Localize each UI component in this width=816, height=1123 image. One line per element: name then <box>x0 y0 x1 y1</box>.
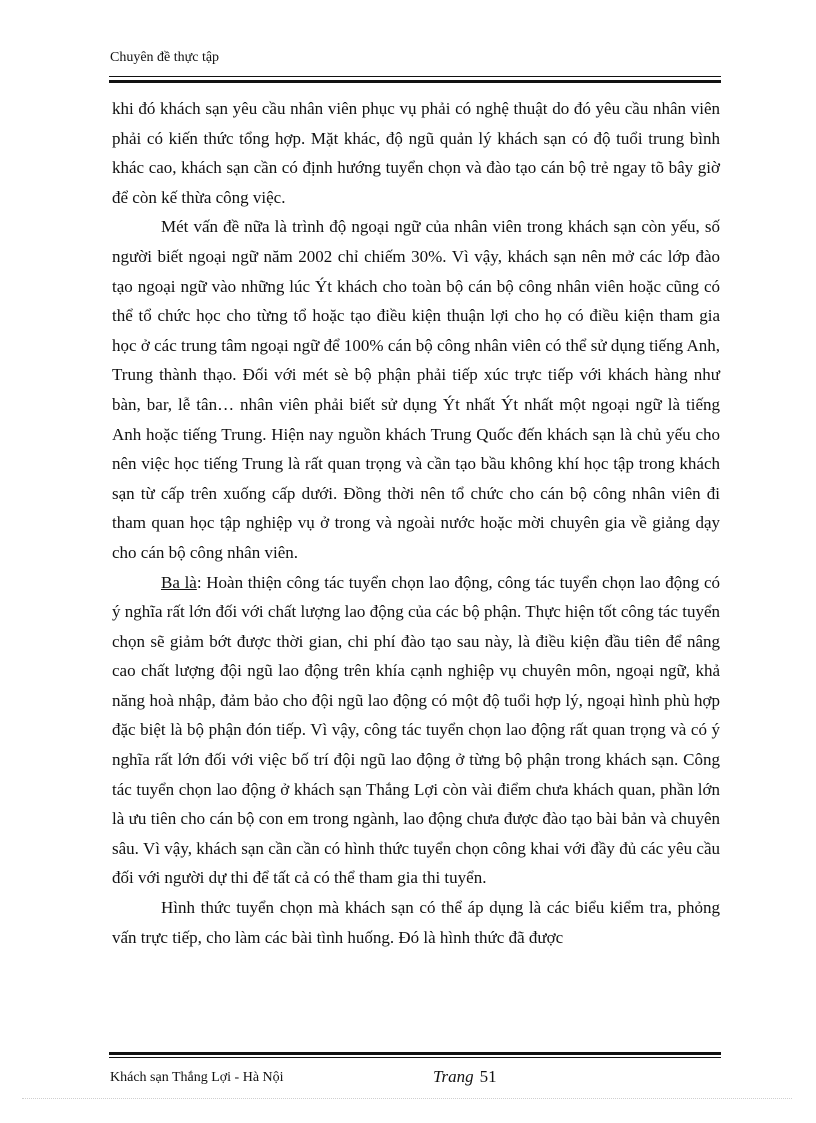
page-bottom-dotted-line <box>22 1098 792 1099</box>
body-text <box>112 94 720 952</box>
paragraph-4: Hình thức tuyển chọn mà khách sạn có thể áp dụng là các biểu kiểm tra, phỏng vấn trực tiếp, cho làm các bài tình huống. Đó là hình thức đã được <box>112 898 720 947</box>
paragraph-3-text: : Hoàn thiện công tác tuyển chọn lao động, công tác tuyển chọn lao động có ý nghĩa rất lớn đối với chất lượng lao động của các bộ phận. Thực hiện tốt công tác tuyển chọn sẽ giảm bớt được thời gian, chi phí đào tạo sau này, là điều kiện đầu tiên để nâng cao chất lượng đội ngũ lao động trên khía cạnh nghiệp vụ chuyên môn, ngoại ngữ, khả năng hoà nhập, đảm bảo cho đội ngũ lao động có một độ tuổi hợp lý, ngoại hình phù hợp đặc biệt là bộ phận đón tiếp. Vì vậy, công tác tuyển chọn lao động rất quan trọng và có ý nghĩa rất lớn đối với việc bố trí đội ngũ lao động ở từng bộ phận trong khách sạn. Công tác tuyển chọn lao động ở khách sạn Thắng Lợi còn vài điểm chưa khách quan, phần lớn là ưu tiên cho cán bộ con em trong ngành, lao động chưa được đào tạo bài bản và chuyên sâu. Vì vậy, khách sạn cần cần có hình thức tuyển chọn công khai với đầy đủ các yêu cầu đối với người dự thi để tất cả có thể tham gia thi tuyển. <box>112 572 721 888</box>
header-rule-thin <box>109 76 721 77</box>
footer-page-indicator <box>433 1067 497 1087</box>
paragraph-3-label: Ba là <box>161 572 197 592</box>
footer-hotel-name: Khách sạn Thắng Lợi - Hà Nội <box>110 1070 284 1085</box>
header-rule-thick <box>109 80 721 83</box>
paragraph-1: khi đó khách sạn yêu cầu nhân viên phục vụ phải có nghệ thuật do đó yêu cầu nhân viên phải có kiến thức tổng hợp. Mặt khác, độ ngũ quản lý khách sạn có độ tuổi trung bình khác cao, khách sạn cần có định hướng tuyển chọn và đào tạo cán bộ trẻ ngay tõ bây giờ để còn kế thừa công việc. <box>112 99 720 207</box>
page-label: Trang <box>433 1067 474 1086</box>
footer-rule-thin <box>109 1057 721 1058</box>
paragraph-2: Mét vấn đề nữa là trình độ ngoại ngữ của nhân viên trong khách sạn còn yếu, số người biết ngoại ngữ năm 2002 chỉ chiếm 30%. Vì vậy, khách sạn nên mở các lớp đào tạo ngoại ngữ vào những lúc Ýt khách cho toàn bộ cán bộ công nhân viên hoặc cũng có thể tổ chức học cho từng tổ hoặc tạo điều kiện thuận lợi cho họ có điều kiện tham gia học ở các trung tâm ngoại ngữ để 100% cán bộ công nhân viên có thể sử dụng tiếng Anh, Trung thành thạo. Đối với mét sè bộ phận phải tiếp xúc trực tiếp với khách hàng như bàn, bar, lễ tân… nhân viên phải biết sử dụng Ýt nhất Ýt nhất một ngoại ngữ là tiếng Anh hoặc tiếng Trung. Hiện nay nguồn khách Trung Quốc đến khách sạn là chủ yếu cho nên việc học tiếng Trung là rất quan trọng và cần tạo bầu không khí học tập trong khách sạn từ cấp trên xuống cấp dưới. Đồng thời nên tổ chức cho cán bộ công nhân viên đi tham quan học tập nghiệp vụ ở trong và ngoài nước hoặc mời chuyên gia về giảng dạy cho cán bộ công nhân viên. <box>112 217 720 562</box>
footer-rule-thick <box>109 1052 721 1055</box>
header-title: Chuyên đề thực tập <box>110 50 220 65</box>
page-number: 51 <box>479 1067 497 1086</box>
paragraph-3 <box>112 568 720 894</box>
